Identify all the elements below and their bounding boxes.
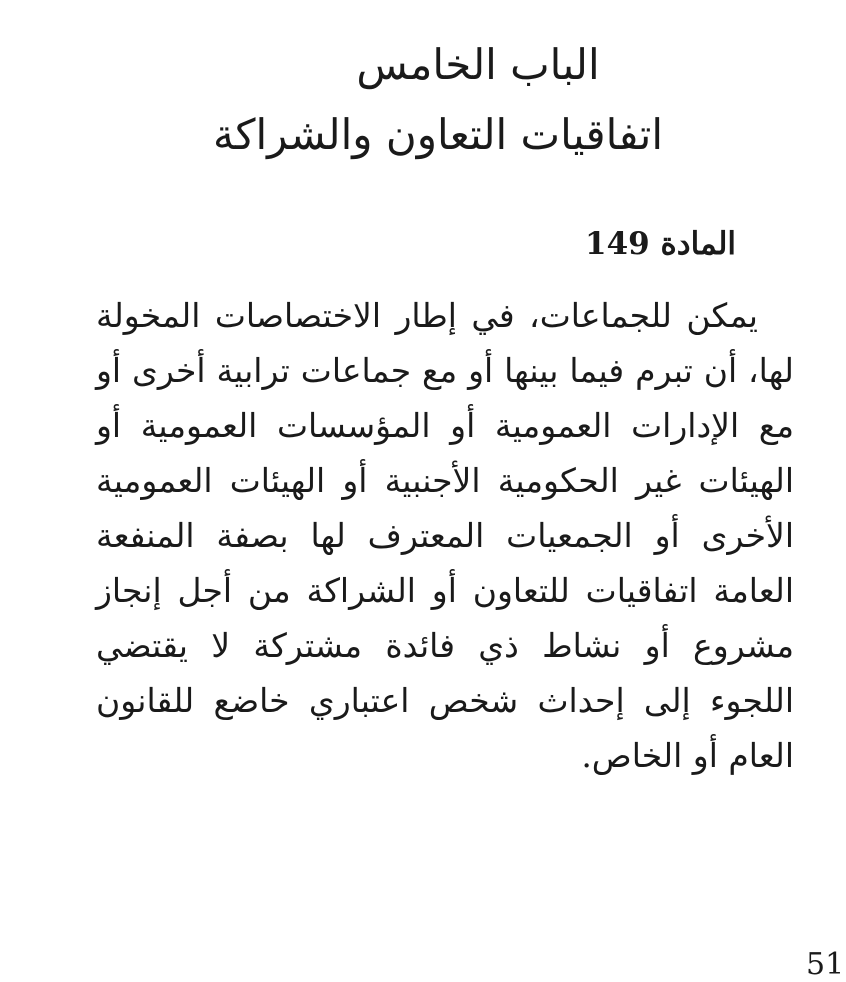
chapter-title-block [0,30,846,170]
article-body: يمكن للجماعات، في إطار الاختصاصات المخولة لها، أن تبرم فيما بينها أو مع جماعات ترابية أخرى أو مع الإدارات العمومية أو المؤسسات العمومية أو الهيئات غير الحكومية الأجنبية أو الهيئات العمومية الأخرى أو الجمعيات المعترف لها بصفة المنفعة العامة اتفاقيات للتعاون أو الشراكة من أجل إنجاز مشروع أو نشاط ذي فائدة مشتركة لا يقتضي اللجوء إلى إحداث شخص اعتباري خاضع للقانون العام أو الخاص. [96,296,794,775]
article-heading: المادة 149 [585,226,736,262]
chapter-subtitle: اتفاقيات التعاون والشراكة [212,110,664,159]
page-number: 51 [806,947,845,982]
chapter-title: الباب الخامس [356,40,600,89]
